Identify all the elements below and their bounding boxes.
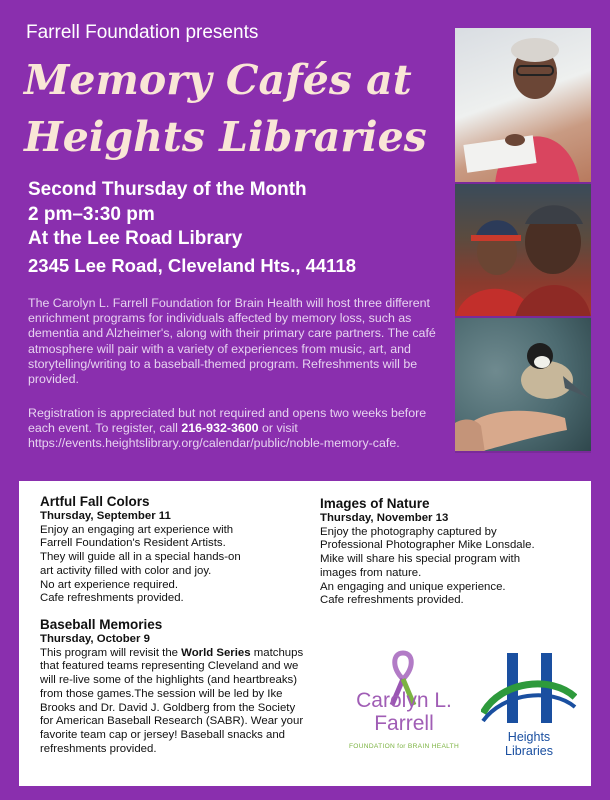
event-description [40, 647, 310, 757]
registration-text: Registration is appreciated but not required and opens two weeks before each event. To register, call [28, 406, 427, 436]
event-line: Enjoy an engaging art experience with [40, 523, 234, 536]
farrell-name [339, 689, 469, 735]
phone-number[interactable]: 216-932-3600 [181, 421, 259, 436]
event-title: Artful Fall Colors [40, 494, 150, 509]
farrell-subtitle: FOUNDATION for BRAIN HEALTH [348, 743, 460, 750]
heights-logo [479, 651, 579, 769]
family-photo [455, 184, 591, 318]
event-baseball [40, 616, 310, 756]
event-details [28, 178, 356, 278]
farrell-name-line: Carolyn L. [356, 689, 452, 712]
event-line: Cafe refreshments provided. [40, 592, 184, 605]
event-date: Thursday, October 9 [40, 633, 150, 645]
page-title [24, 52, 454, 166]
event-line: They will guide all in a special hands-on [40, 551, 241, 564]
event-text: matchups that featured teams representing Cleveland and we will re-live some of the highlights (and heartbreaks) from those games.The session will be led by Ike Brooks and Dr. David J. Goldberg from the Society for American Baseball Research (SABR). Wear your favorite team cap or jersey! Baseball snacks and refreshments provided. [40, 646, 304, 755]
farrell-name-line: Farrell [374, 712, 434, 735]
event-line: Enjoy the photography captured by [320, 525, 497, 538]
event-nature [320, 495, 570, 608]
event-line: No art experience required. [40, 578, 179, 591]
event-line: Mike will share his special program with [320, 553, 521, 566]
event-highlight: World Series [181, 646, 251, 659]
location-text: At the Lee Road Library [28, 228, 243, 249]
event-line: Farrell Foundation's Resident Artists. [40, 537, 226, 550]
event-line: Professional Photographer Mike Lonsdale. [320, 539, 535, 552]
h-logo-icon [481, 651, 577, 727]
registration-link-text[interactable]: or visit https://events.heightslibrary.org/calendar/public/noble-memory-cafe. [28, 421, 400, 451]
bird-photo [455, 318, 591, 453]
time-text: 2 pm–3:30 pm [28, 203, 155, 225]
title-line-2: Heights Libraries [24, 113, 427, 161]
photo-column [455, 28, 591, 453]
farrell-logo [339, 649, 469, 771]
event-text: This program will revisit the [40, 646, 182, 659]
event-line: An engaging and unique experience. [320, 580, 506, 593]
intro-paragraph: The Carolyn L. Farrell Foundation for Brain Health will host three different enrichment programs for individuals affected by memory loss, such as dementia and Alzheimer's, along with their primary care partners. The café atmosphere will pair with a variety of experiences from music, art, and storytelling/writing to a baseball-themed program. Refreshments will be provided. [28, 296, 436, 387]
event-date: Thursday, September 11 [40, 510, 171, 522]
events-panel [19, 481, 591, 786]
event-art [40, 493, 310, 606]
schedule-text: Second Thursday of the Month [28, 179, 307, 200]
presenter-line: Farrell Foundation presents [26, 22, 259, 43]
event-title: Baseball Memories [40, 617, 163, 632]
address-text: 2345 Lee Road, Cleveland Hts., 44118 [28, 254, 357, 276]
event-title: Images of Nature [320, 496, 430, 511]
event-line: images from nature. [320, 566, 422, 579]
event-line: Cafe refreshments provided. [320, 594, 464, 607]
artist-photo [455, 28, 591, 184]
heights-name-line: Libraries [505, 744, 553, 758]
title-line-1: Memory Cafés at [24, 56, 412, 104]
event-line: art activity filled with color and joy. [40, 564, 212, 577]
event-date: Thursday, November 13 [320, 512, 449, 524]
registration-paragraph [28, 406, 438, 452]
heights-name-line: Heights [507, 730, 551, 744]
heights-name [479, 730, 579, 758]
